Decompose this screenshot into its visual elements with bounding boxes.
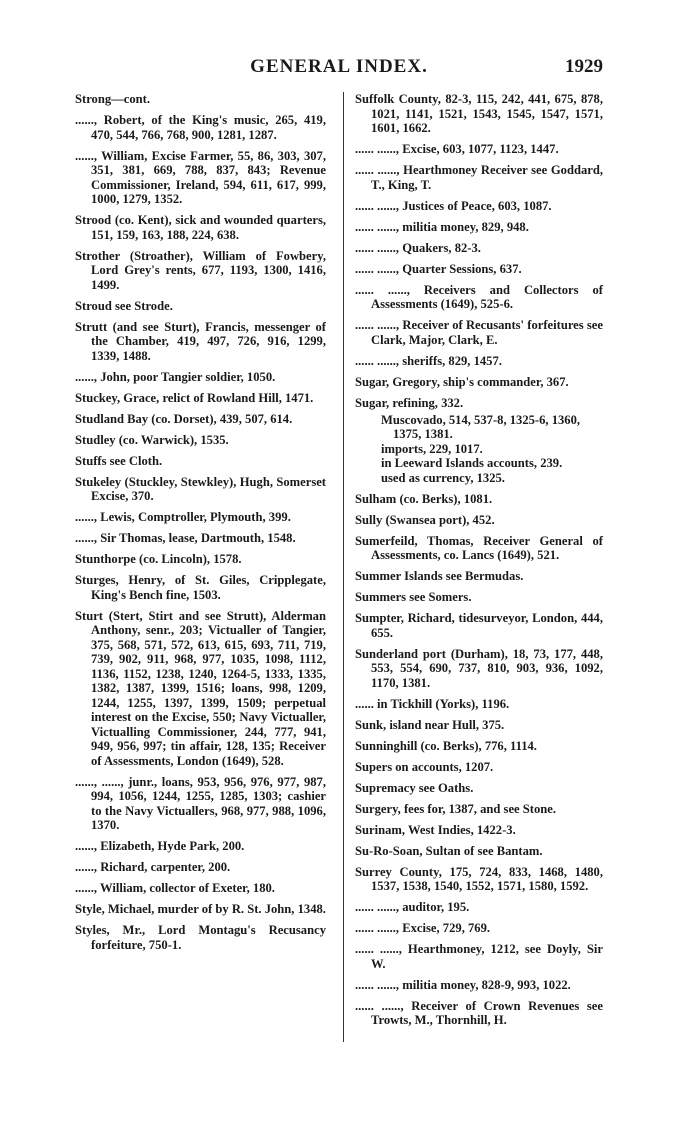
index-entry: ...... ......, Justices of Peace, 603, 1087.	[355, 198, 552, 213]
right-entries-b	[355, 492, 603, 1028]
index-entry: ......, Elizabeth, Hyde Park, 200.	[75, 839, 245, 853]
index-entry: ......, Lewis, Comptroller, Plymouth, 399.	[75, 510, 291, 524]
page-title: GENERAL INDEX.	[250, 56, 428, 77]
index-entry: ...... ......, Hearthmoney Receiver see Goddard, T., King, T.	[355, 163, 603, 192]
index-entry: Summer Islands see Bermudas.	[355, 569, 524, 583]
index-subentry: Muscovado, 514, 537-8, 1325-6, 1360, 1375, 1381.	[381, 412, 581, 441]
index-entry: Style, Michael, murder of by R. St. John, 1348.	[75, 902, 326, 916]
index-entry: Surrey County, 175, 724, 833, 1468, 1480, 1537, 1538, 1540, 1552, 1571, 1580, 1592.	[355, 864, 603, 893]
index-entry: Sturges, Henry, of St. Giles, Cripplegate, King's Bench fine, 1503.	[75, 573, 326, 602]
index-subentry: in Leeward Islands accounts, 239.	[381, 456, 563, 470]
right-column	[355, 92, 603, 1034]
index-entry: ......, William, collector of Exeter, 180.	[75, 881, 275, 895]
index-entry: ...... ......, militia money, 829, 948.	[355, 219, 529, 234]
index-entry: Sumpter, Richard, tidesurveyor, London, 444, 655.	[355, 611, 603, 640]
index-entry: Sulham (co. Berks), 1081.	[355, 491, 493, 506]
index-entry: Surgery, fees for, 1387, and see Stone.	[355, 801, 557, 816]
index-entry: Stunthorpe (co. Lincoln), 1578.	[75, 552, 242, 566]
index-entry: Supremacy see Oaths.	[355, 780, 474, 795]
index-entry: ...... ......, militia money, 828-9, 993, 1022.	[355, 977, 571, 992]
index-entry: ......, Richard, carpenter, 200.	[75, 860, 231, 874]
index-entry: ...... ......, sheriffs, 829, 1457.	[355, 353, 502, 368]
index-entry: Sunderland port (Durham), 18, 73, 177, 448, 553, 554, 690, 737, 810, 903, 936, 1092, 1170, 1381.	[355, 646, 603, 690]
index-subentry: used as currency, 1325.	[381, 470, 505, 485]
index-entry: ...... ......, auditor, 195.	[355, 900, 470, 914]
index-entry: ...... ......, Receiver of Crown Revenues see Trowts, M., Thornhill, H.	[355, 998, 603, 1027]
index-entry: Sunninghill (co. Berks), 776, 1114.	[355, 738, 537, 753]
index-entry: Stroud see Strode.	[75, 298, 173, 313]
index-entry: Stuckey, Grace, relict of Rowland Hill, 1471.	[75, 390, 314, 405]
index-entry: Suffolk County, 82-3, 115, 242, 441, 675, 878, 1021, 1141, 1521, 1543, 1545, 1547, 1571, 1601, 1662.	[355, 92, 603, 135]
index-entry: Surinam, West Indies, 1422-3.	[355, 822, 516, 837]
index-entry: ...... in Tickhill (Yorks), 1196.	[355, 696, 510, 711]
index-entry: Sumerfeild, Thomas, Receiver General of Assessments, co. Lancs (1649), 521.	[355, 533, 603, 562]
index-entry: Strother (Stroather), William of Fowbery, Lord Grey's rents, 677, 1193, 1300, 1416, 1499.	[75, 248, 326, 292]
index-entry: ...... ......, Excise, 603, 1077, 1123, 1447.	[355, 142, 559, 156]
index-entry: Strutt (and see Sturt), Francis, messenger of the Chamber, 419, 497, 726, 916, 1299, 1339, 1488.	[75, 319, 326, 363]
index-entry: Stuffs see Cloth.	[75, 453, 163, 468]
left-column	[75, 92, 326, 959]
index-subentry: imports, 229, 1017.	[381, 441, 483, 456]
index-entry: ......, Robert, of the King's music, 265, 419, 470, 544, 766, 768, 900, 1281, 1287.	[75, 113, 326, 142]
index-entry: ......, ......, junr., loans, 953, 956, 976, 977, 987, 994, 1056, 1244, 1255, 1285, 1303; cashier to the Navy Victuallers, 968, 977, 988, 1096, 1370.	[75, 774, 326, 832]
index-entry: Sunk, island near Hull, 375.	[355, 717, 505, 732]
index-entry: Strong—cont.	[75, 92, 150, 106]
index-entry: Studley (co. Warwick), 1535.	[75, 432, 229, 447]
index-entry: Summers see Somers.	[355, 590, 472, 604]
index-entry: ...... ......, Excise, 729, 769.	[355, 921, 491, 935]
index-entry: Sully (Swansea port), 452.	[355, 512, 495, 527]
index-entry: Stukeley (Stuckley, Stewkley), Hugh, Somerset Excise, 370.	[75, 474, 326, 503]
index-entry: ...... ......, Receiver of Recusants' forfeitures see Clark, Major, Clark, E.	[355, 318, 603, 347]
index-entry: ...... ......, Quarter Sessions, 637.	[355, 261, 522, 276]
index-entry: ...... ......, Hearthmoney, 1212, see Doyly, Sir W.	[355, 942, 603, 971]
index-entry: Studland Bay (co. Dorset), 439, 507, 614.	[75, 411, 293, 426]
index-entry: Strood (co. Kent), sick and wounded quarters, 151, 159, 163, 188, 224, 638.	[75, 213, 326, 242]
index-entry: Sturt (Stert, Stirt and see Strutt), Alderman Anthony, senr., 203; Victualler of Tangier, 375, 568, 571, 572, 613, 615, 693, 711, 719, 739, 902, 911, 968, 977, 1035, 1098, 1112, 1136, 1152, 1238, 1240, 1264-5, 1333, 1335, 1382, 1387, 1399, 1516; loans, 998, 1209, 1244, 1255, 1397, 1399, 1509; perpetual interest on the Excise, 550; Navy Victualler, Victualling Commissioner, 244, 777, 941, 949, 956, 997; tin affair, 128, 135; Receiver of Assessments, London (1649), 528.	[75, 608, 326, 768]
index-entry: ...... ......, Receivers and Collectors of Assessments (1649), 525-6.	[355, 282, 603, 311]
index-entry: Sugar, refining, 332.	[355, 395, 464, 410]
index-entry: ......, William, Excise Farmer, 55, 86, 303, 307, 351, 381, 669, 788, 837, 843; Revenue Commissioner, Ireland, 594, 611, 617, 999, 1000, 1279, 1352.	[75, 148, 326, 206]
page-number: 1929	[565, 56, 603, 77]
page-header	[75, 56, 603, 82]
index-entry: Sugar, Gregory, ship's commander, 367.	[355, 374, 569, 389]
index-entry: ......, John, poor Tangier soldier, 1050.	[75, 369, 276, 384]
index-entry: Su-Ro-Soan, Sultan of see Bantam.	[355, 843, 543, 858]
index-entry: ...... ......, Quakers, 82-3.	[355, 240, 481, 255]
sugar-subentries	[355, 413, 603, 486]
index-entry: Styles, Mr., Lord Montagu's Recusancy forfeiture, 750-1.	[75, 923, 326, 952]
right-entries-a	[355, 92, 603, 410]
index-entry: Supers on accounts, 1207.	[355, 759, 494, 774]
column-divider	[343, 92, 344, 1042]
index-entry: ......, Sir Thomas, lease, Dartmouth, 1548.	[75, 531, 296, 545]
